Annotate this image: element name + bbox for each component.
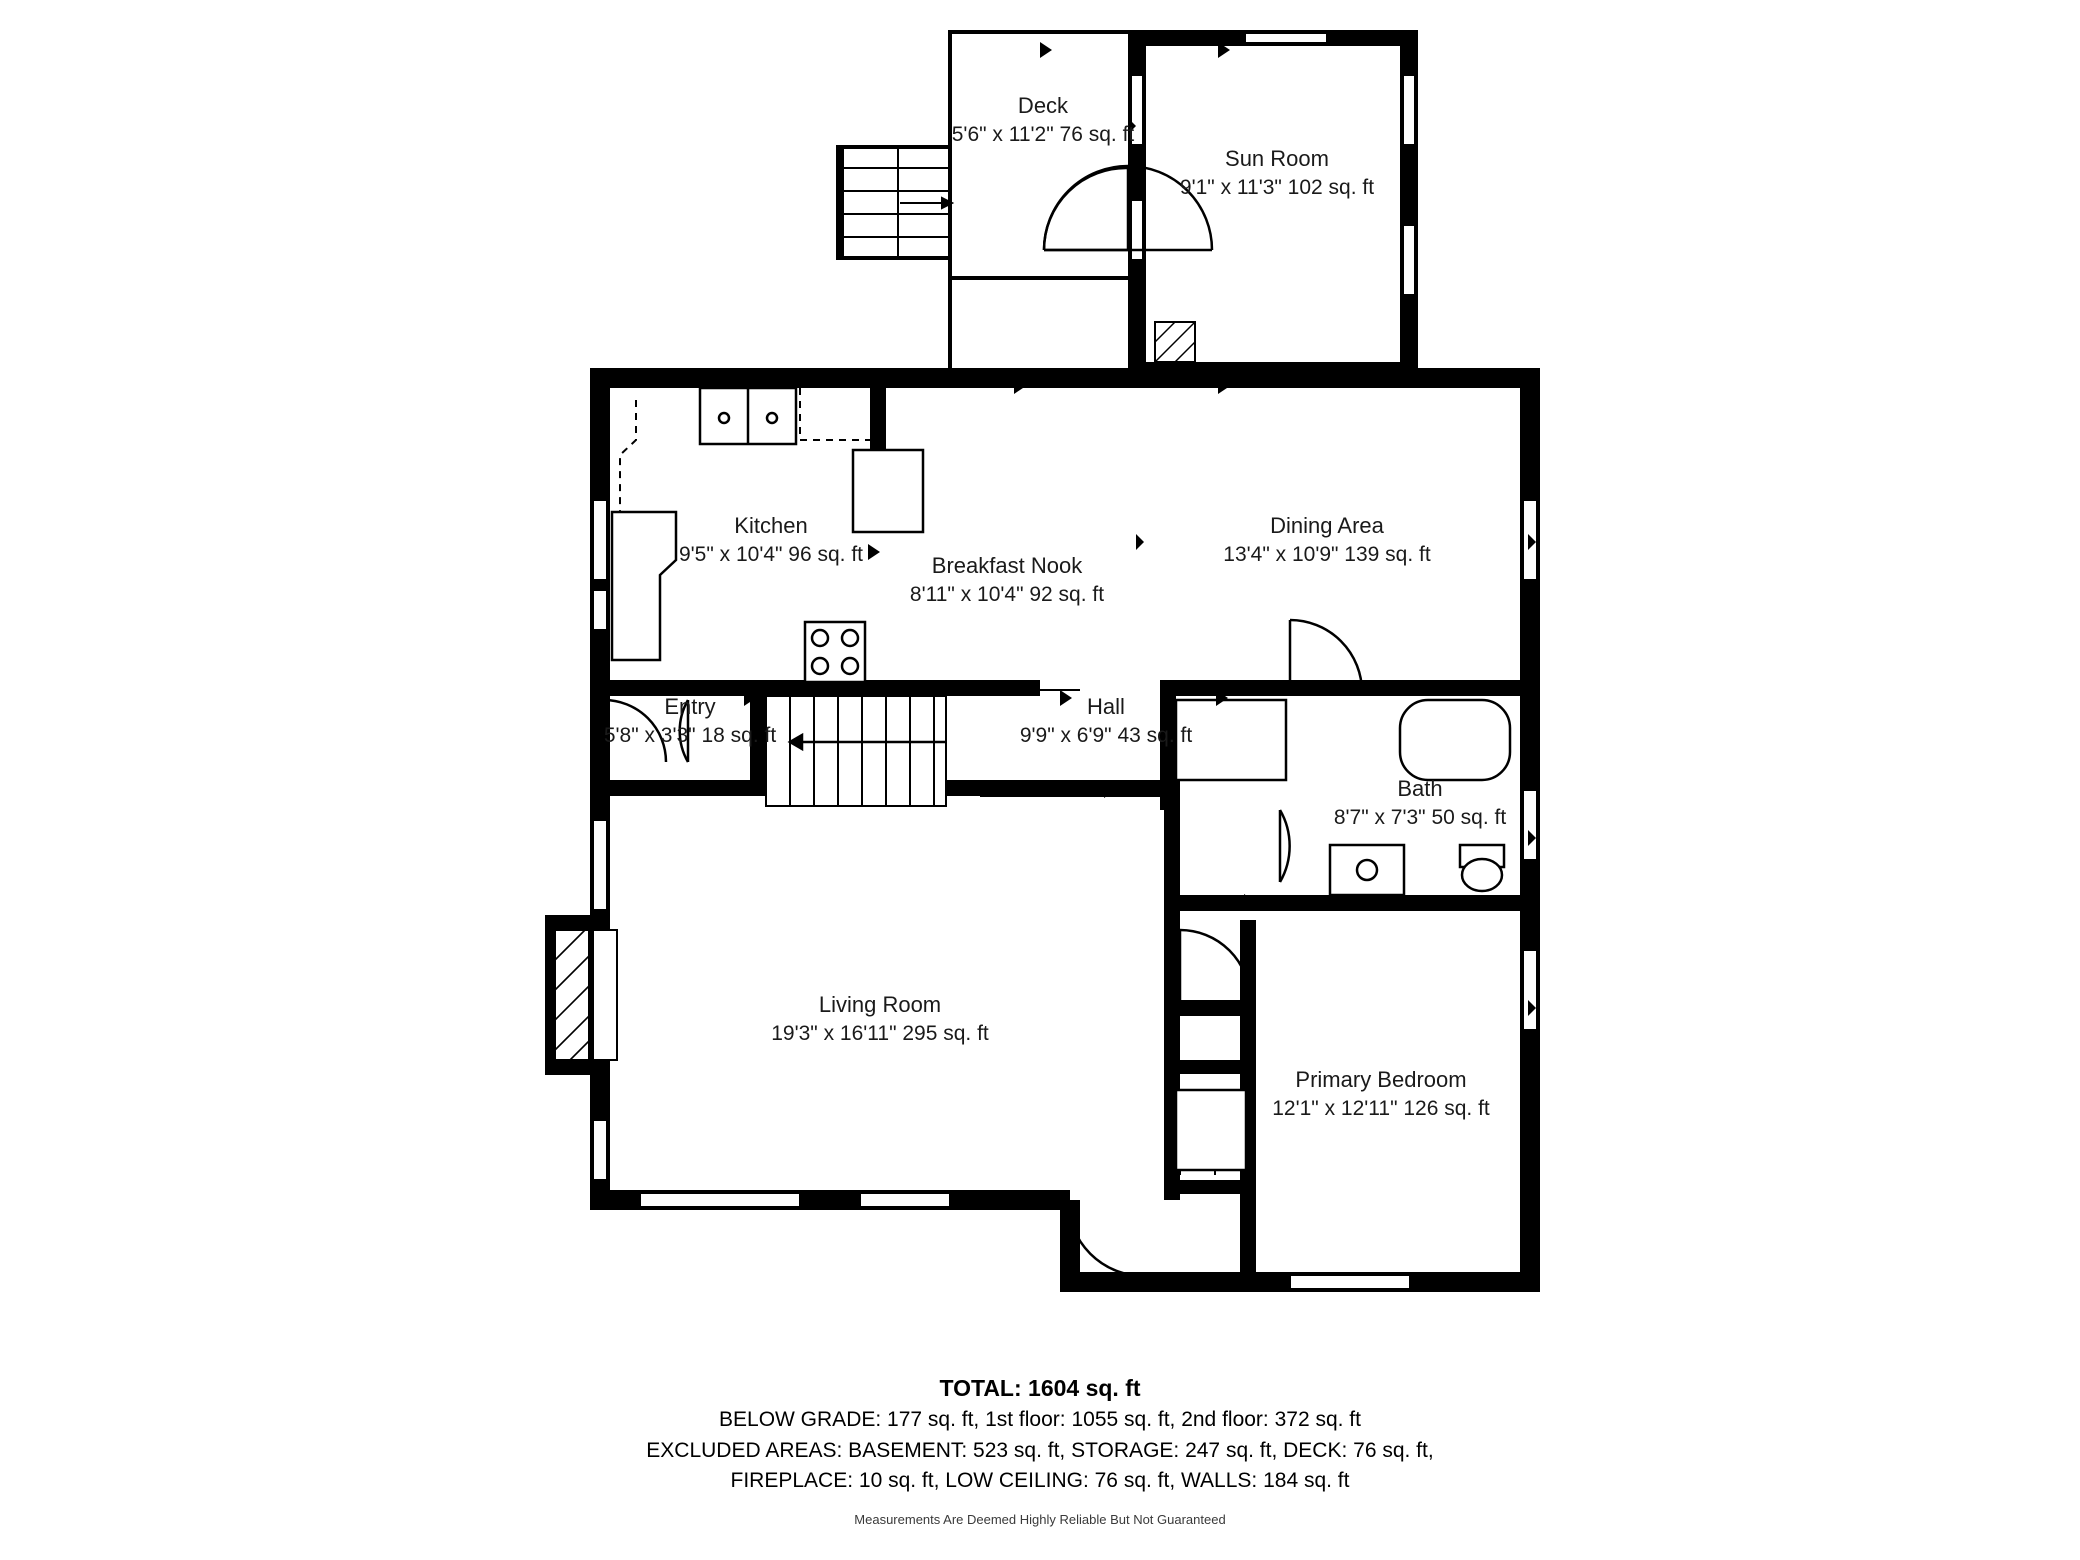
summary-line-4: FIREPLACE: 10 sq. ft, LOW CEILING: 76 sq. ft, WALLS: 184 sq. ft xyxy=(730,1469,1350,1493)
door-sunroom-left xyxy=(1044,168,1128,250)
kitchen-counter xyxy=(612,512,676,660)
door-bedroom-closet xyxy=(1180,930,1250,1000)
door-entry xyxy=(604,700,666,762)
exterior-stair-outline xyxy=(836,145,840,260)
room-dims: 5'8" x 3'3" 18 sq. ft xyxy=(603,723,777,747)
interior-stairs xyxy=(766,696,946,806)
disclaimer-text: Measurements Are Deemed Highly Reliable But Not Guaranteed xyxy=(854,1512,1226,1527)
room-dims: 9'9" x 6'9" 43 sq. ft xyxy=(1019,723,1193,747)
wall-bath-top-right xyxy=(1376,680,1540,696)
deck-edge-left xyxy=(948,30,952,280)
window-bottom-3 xyxy=(1290,1275,1410,1289)
shower-stall xyxy=(1176,700,1286,780)
wall-closet-mid xyxy=(1164,1060,1256,1074)
room-dims: 9'5" x 10'4" 96 sq. ft xyxy=(678,542,864,566)
door-bath xyxy=(1280,810,1290,882)
window-bottom-2 xyxy=(860,1193,950,1207)
window-left-3 xyxy=(593,820,607,910)
refrigerator xyxy=(853,450,923,532)
window-left-1 xyxy=(593,500,607,580)
wall-bath-bottom xyxy=(1240,895,1540,911)
deck-stair-landing-top xyxy=(840,145,952,149)
room-name: Primary Bedroom xyxy=(1295,1066,1467,1092)
wall-rear-stub xyxy=(1060,1272,1110,1292)
room-name: Sun Room xyxy=(1225,145,1329,171)
vanity-sink xyxy=(1330,845,1404,895)
room-dims: 8'7" x 7'3" 50 sq. ft xyxy=(1333,805,1507,829)
wall-bath-top xyxy=(1176,680,1376,696)
summary-line-2: BELOW GRADE: 177 sq. ft, 1st floor: 1055 sq. ft, 2nd floor: 372 sq. ft xyxy=(719,1408,1361,1432)
wall-closet-lower-right xyxy=(1240,1180,1256,1288)
room-name: Breakfast Nook xyxy=(931,552,1083,578)
room-name: Bath xyxy=(1397,775,1443,801)
window-sunroom-left-1 xyxy=(1131,75,1143,145)
room-name: Deck xyxy=(1017,92,1069,118)
summary-total: TOTAL: 1604 sq. ft xyxy=(939,1375,1141,1401)
wall-house-top xyxy=(590,368,1540,388)
window-left-4 xyxy=(593,1120,607,1180)
room-dims: 19'3" x 16'11" 295 sq. ft xyxy=(771,1021,989,1045)
window-right-2 xyxy=(1523,790,1537,860)
walls-group xyxy=(545,30,1540,1292)
deck-edge-bottom xyxy=(948,276,1128,280)
room-dims: 5'6" x 11'2" 76 sq. ft xyxy=(951,122,1135,146)
room-name: Hall xyxy=(1087,693,1125,719)
room-dims: 8'11" x 10'4" 92 sq. ft xyxy=(909,582,1105,606)
window-sunroom-top xyxy=(1245,33,1327,43)
door-entry-inner xyxy=(680,700,688,762)
room-name: Kitchen xyxy=(734,512,808,538)
kitchen-sink xyxy=(700,388,796,444)
bathtub xyxy=(1400,700,1510,780)
exterior-stair-arrow xyxy=(900,198,952,208)
room-name: Dining Area xyxy=(1270,512,1384,538)
stove xyxy=(805,622,865,682)
room-name: Living Room xyxy=(818,991,942,1017)
deck-stair-landing-left xyxy=(840,145,844,260)
door-deck-double xyxy=(1044,166,1212,250)
deck-connector-left xyxy=(948,276,952,376)
closet-box xyxy=(1176,1090,1246,1170)
window-left-2 xyxy=(593,590,607,630)
sunroom-hatch-block xyxy=(1155,322,1195,362)
room-name: Entry xyxy=(664,693,716,719)
fireplace-hatch xyxy=(555,930,589,1060)
wall-entry-top xyxy=(610,680,750,696)
wall-closet-bottom xyxy=(1164,1180,1256,1194)
deck-edge-top xyxy=(948,30,1128,34)
wall-bath-bottom-left xyxy=(1164,895,1244,911)
window-bottom-1 xyxy=(640,1193,800,1207)
window-sunroom-right-1 xyxy=(1403,75,1415,145)
room-dims: 12'1" x 12'11" 126 sq. ft xyxy=(1272,1096,1490,1120)
fireplace-opening xyxy=(593,930,617,1060)
toilet xyxy=(1460,845,1504,891)
summary-line-3: EXCLUDED AREAS: BASEMENT: 523 sq. ft, STORAGE: 247 sq. ft, DECK: 76 sq. ft, xyxy=(646,1438,1434,1462)
wall-entry-right xyxy=(750,680,766,780)
wall-hall-top xyxy=(750,680,1040,696)
room-dims: 9'1" x 11'3" 102 sq. ft xyxy=(1179,175,1375,199)
room-dims: 13'4" x 10'9" 139 sq. ft xyxy=(1223,542,1431,566)
window-right-3 xyxy=(1523,950,1537,1030)
deck-stair-landing-bottom xyxy=(840,256,952,260)
window-sunroom-right-2 xyxy=(1403,225,1415,295)
summary-block xyxy=(0,1372,2080,1497)
